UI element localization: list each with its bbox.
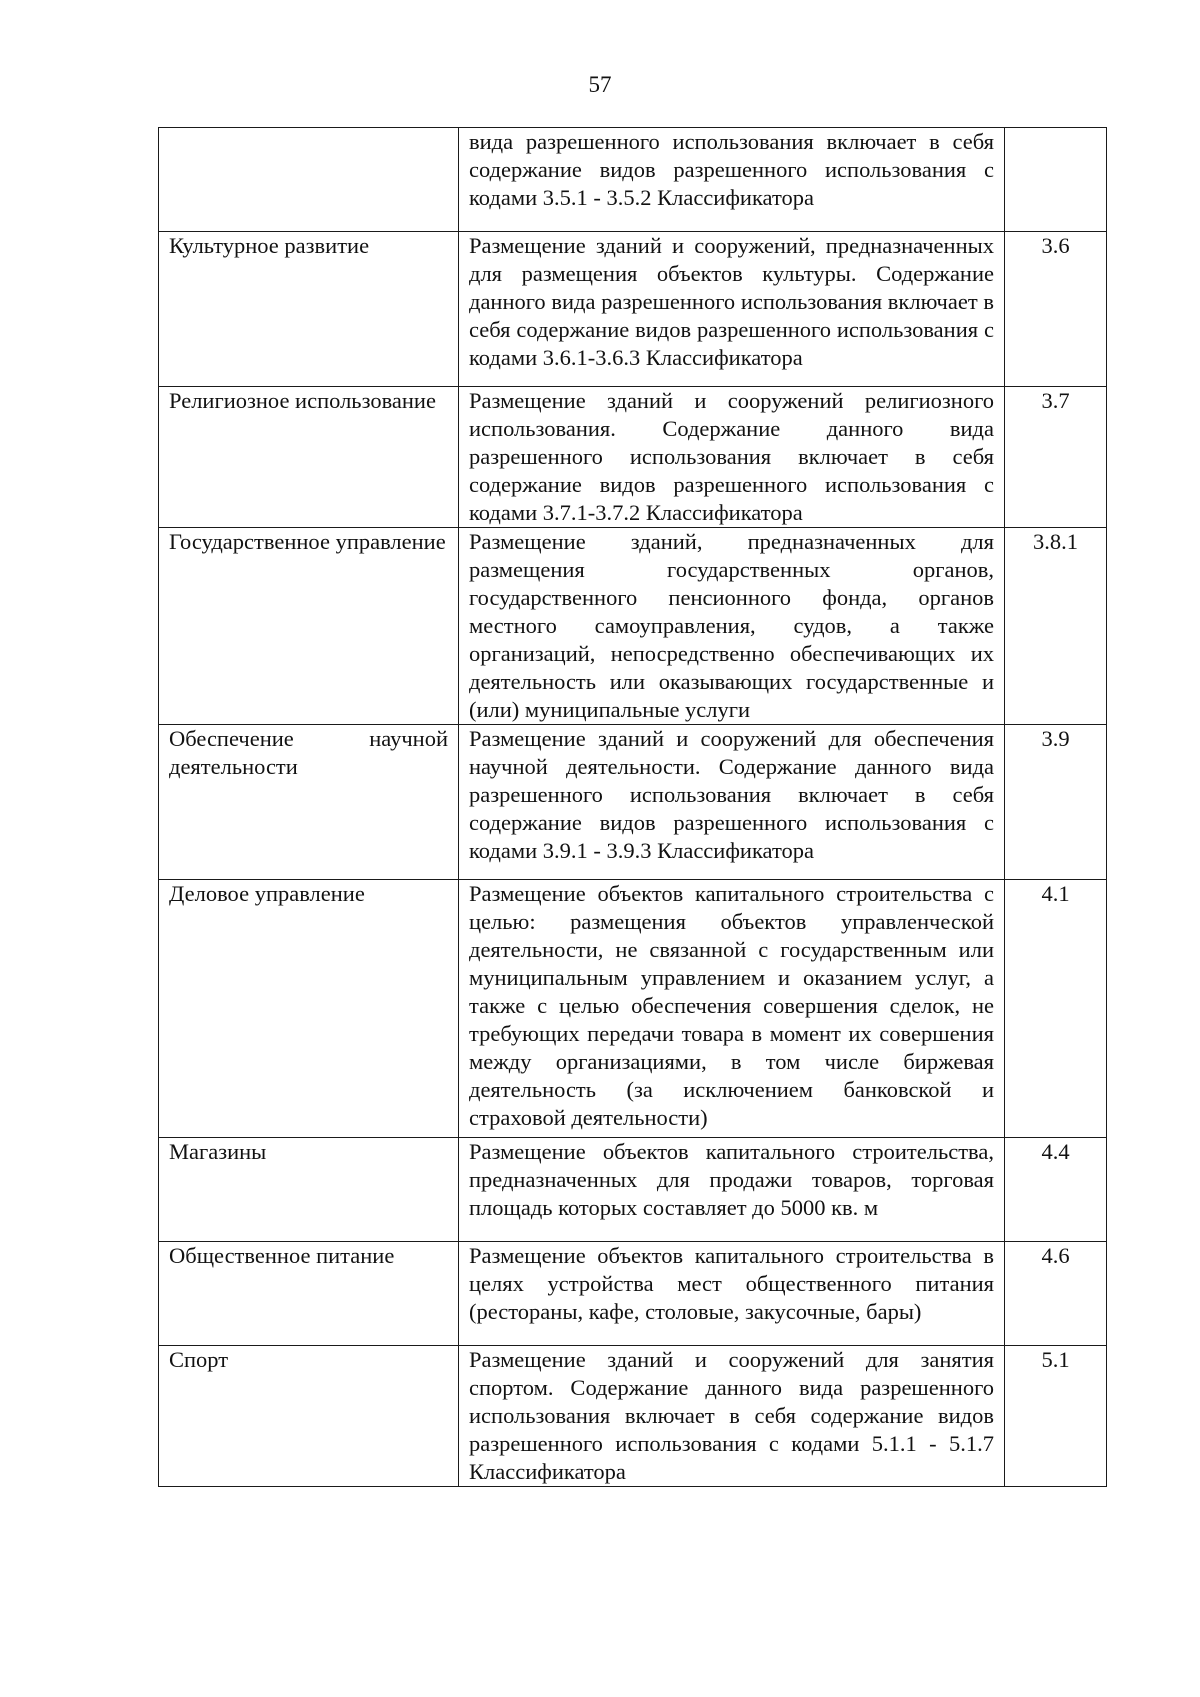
use-code-cell: 4.1 bbox=[1005, 880, 1107, 1138]
table-row bbox=[159, 1242, 1107, 1346]
table-row bbox=[159, 232, 1107, 387]
use-name-cell: Обеспечение научной деятельности bbox=[159, 725, 459, 880]
use-description-cell: Размещение объектов капитального строительства с целью: размещения объектов управленческой деятельности, не связанной с государственным или муниципальным управлением и оказанием услуг, а также с целью обеспечения совершения сделок, не требующих передачи товара в момент их совершения между организациями, в том числе биржевая деятельность (за исключением банковской и страховой деятельности) bbox=[459, 880, 1005, 1138]
use-code-cell: 5.1 bbox=[1005, 1346, 1107, 1487]
table-row bbox=[159, 528, 1107, 725]
use-description-cell: вида разрешенного использования включает в себя содержание видов разрешенного использования с кодами 3.5.1 - 3.5.2 Классификатора bbox=[459, 128, 1005, 232]
table-row bbox=[159, 387, 1107, 528]
use-code-cell bbox=[1005, 128, 1107, 232]
table-row bbox=[159, 880, 1107, 1138]
use-description-cell: Размещение зданий, предназначенных для размещения государственных органов, государственного пенсионного фонда, органов местного самоуправления, судов, а также организаций, непосредственно обеспечивающих их деятельность или оказывающих государственные и (или) муниципальные услуги bbox=[459, 528, 1005, 725]
table-row bbox=[159, 128, 1107, 232]
use-name-cell: Культурное развитие bbox=[159, 232, 459, 387]
use-code-cell: 3.6 bbox=[1005, 232, 1107, 387]
use-description-cell: Размещение объектов капитального строительства, предназначенных для продажи товаров, торговая площадь которых составляет до 5000 кв. м bbox=[459, 1138, 1005, 1242]
use-name-cell: Общественное питание bbox=[159, 1242, 459, 1346]
table-row bbox=[159, 725, 1107, 880]
use-name-cell: Деловое управление bbox=[159, 880, 459, 1138]
use-code-cell: 3.9 bbox=[1005, 725, 1107, 880]
use-code-cell: 3.8.1 bbox=[1005, 528, 1107, 725]
table-row bbox=[159, 1138, 1107, 1242]
use-description-cell: Размещение объектов капитального строительства в целях устройства мест общественного питания (рестораны, кафе, столовые, закусочные, бары) bbox=[459, 1242, 1005, 1346]
use-description-cell: Размещение зданий и сооружений для обеспечения научной деятельности. Содержание данного вида разрешенного использования включает в себя содержание видов разрешенного использования с кодами 3.9.1 - 3.9.3 Классификатора bbox=[459, 725, 1005, 880]
land-use-table bbox=[158, 127, 1107, 1487]
use-name-cell: Религиозное использование bbox=[159, 387, 459, 528]
use-code-cell: 3.7 bbox=[1005, 387, 1107, 528]
use-code-cell: 4.4 bbox=[1005, 1138, 1107, 1242]
use-description-cell: Размещение зданий и сооружений религиозного использования. Содержание данного вида разрешенного использования включает в себя содержание видов разрешенного использования с кодами 3.7.1-3.7.2 Классификатора bbox=[459, 387, 1005, 528]
use-name-cell: Магазины bbox=[159, 1138, 459, 1242]
use-code-cell: 4.6 bbox=[1005, 1242, 1107, 1346]
table-row bbox=[159, 1346, 1107, 1487]
use-name-cell: Спорт bbox=[159, 1346, 459, 1487]
use-description-cell: Размещение зданий и сооружений для занятия спортом. Содержание данного вида разрешенного использования включает в себя содержание видов разрешенного использования с кодами 5.1.1 - 5.1.7 Классификатора bbox=[459, 1346, 1005, 1487]
use-description-cell: Размещение зданий и сооружений, предназначенных для размещения объектов культуры. Содержание данного вида разрешенного использования включает в себя содержание видов разрешенного использования с кодами 3.6.1-3.6.3 Классификатора bbox=[459, 232, 1005, 387]
page-number: 57 bbox=[588, 72, 612, 97]
use-name-cell: Государственное управление bbox=[159, 528, 459, 725]
use-name-cell bbox=[159, 128, 459, 232]
